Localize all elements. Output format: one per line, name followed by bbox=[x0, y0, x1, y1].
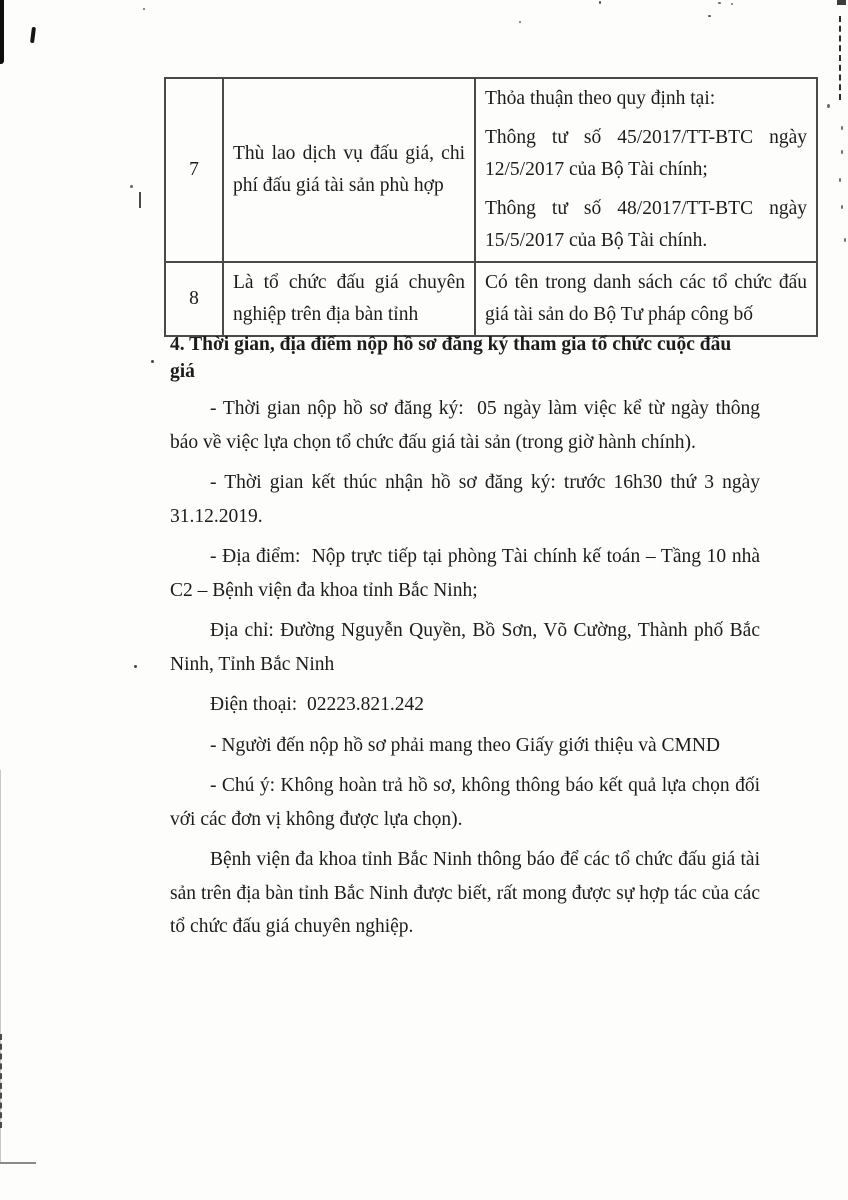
scan-artifact-mark bbox=[139, 192, 141, 208]
scan-artifact-speck bbox=[841, 126, 843, 130]
criteria-cell: Là tổ chức đấu giá chuyên nghiệp trên địa bàn tỉnh bbox=[223, 262, 475, 336]
paragraph-phone: Điện thoại: 02223.821.242 bbox=[210, 694, 424, 715]
scan-artifact-speck bbox=[599, 1, 601, 4]
paragraph-submission-time: - Thời gian nộp hồ sơ đăng ký: 05 ngày làm việc kể từ ngày thông báo về việc lựa chọn tổ chức đấu giá tài sản (trong giờ hành chính). bbox=[170, 398, 760, 453]
scan-artifact-edge-line bbox=[0, 1162, 36, 1164]
scan-artifact-speck bbox=[839, 178, 841, 182]
scan-artifact-speck bbox=[844, 238, 846, 242]
scan-artifact-speck bbox=[130, 185, 133, 188]
paragraph-deadline: - Thời gian kết thúc nhận hồ sơ đăng ký: trước 16h30 thứ 3 ngày 31.12.2019. bbox=[170, 472, 760, 527]
scan-artifact-edge-dashes bbox=[0, 1034, 2, 1128]
scan-artifact-speck bbox=[708, 15, 711, 17]
paragraph-address: Địa chỉ: Đường Nguyễn Quyền, Bồ Sơn, Võ Cường, Thành phố Bắc Ninh, Tỉnh Bắc Ninh bbox=[170, 620, 760, 675]
scan-artifact-speck bbox=[841, 150, 843, 154]
scan-artifact-edge-cluster bbox=[837, 0, 846, 5]
row-number: 8 bbox=[165, 262, 223, 336]
scan-artifact-speck bbox=[134, 665, 137, 668]
details-cell bbox=[475, 262, 817, 336]
detail-paragraph: Thông tư số 48/2017/TT-BTC ngày 15/5/2017 của Bộ Tài chính. bbox=[485, 198, 807, 251]
table-row-7 bbox=[165, 78, 817, 262]
scan-artifact-speck bbox=[841, 205, 843, 209]
paragraph-closing: Bệnh viện đa khoa tỉnh Bắc Ninh thông báo để các tổ chức đấu giá tài sản trên địa bàn tỉnh Bắc Ninh được biết, rất mong được sự hợp tác của các tổ chức đấu giá chuyên nghiệp. bbox=[170, 849, 760, 937]
scan-artifact-speck bbox=[827, 104, 830, 108]
detail-paragraph: Thông tư số 45/2017/TT-BTC ngày 12/5/2017 của Bộ Tài chính; bbox=[485, 127, 807, 180]
paragraph-location: - Địa điểm: Nộp trực tiếp tại phòng Tài chính kế toán – Tầng 10 nhà C2 – Bệnh viện đa khoa tỉnh Bắc Ninh; bbox=[170, 546, 760, 601]
scan-artifact-speck bbox=[731, 3, 733, 5]
table-row-8 bbox=[165, 262, 817, 336]
scan-artifact-streak bbox=[0, 0, 4, 64]
paragraph-note: - Chú ý: Không hoàn trả hồ sơ, không thông báo kết quả lựa chọn đối với các đơn vị không được lựa chọn). bbox=[170, 775, 760, 830]
section-heading: 4. Thời gian, địa điểm nộp hồ sơ đăng ký tham gia tổ chức cuộc đấu giá bbox=[170, 334, 732, 382]
scan-artifact-mark bbox=[30, 27, 36, 43]
scan-artifact-speck bbox=[519, 21, 521, 23]
scan-artifact-speck bbox=[143, 8, 145, 10]
criteria-table bbox=[164, 77, 818, 337]
section-4 bbox=[170, 331, 760, 944]
row-number: 7 bbox=[165, 78, 223, 262]
criteria-cell: Thù lao dịch vụ đấu giá, chi phí đấu giá tài sản phù hợp bbox=[223, 78, 475, 262]
detail-paragraph: Có tên trong danh sách các tổ chức đấu giá tài sản do Bộ Tư pháp công bố bbox=[485, 272, 807, 325]
scan-artifact-edge-dashes bbox=[839, 16, 841, 100]
details-cell bbox=[475, 78, 817, 262]
scan-artifact-speck bbox=[151, 360, 154, 363]
scan-artifact-speck bbox=[718, 2, 721, 4]
detail-paragraph: Thỏa thuận theo quy định tại: bbox=[485, 88, 716, 109]
paragraph-requirements: - Người đến nộp hồ sơ phải mang theo Giấy giới thiệu và CMND bbox=[210, 734, 720, 756]
